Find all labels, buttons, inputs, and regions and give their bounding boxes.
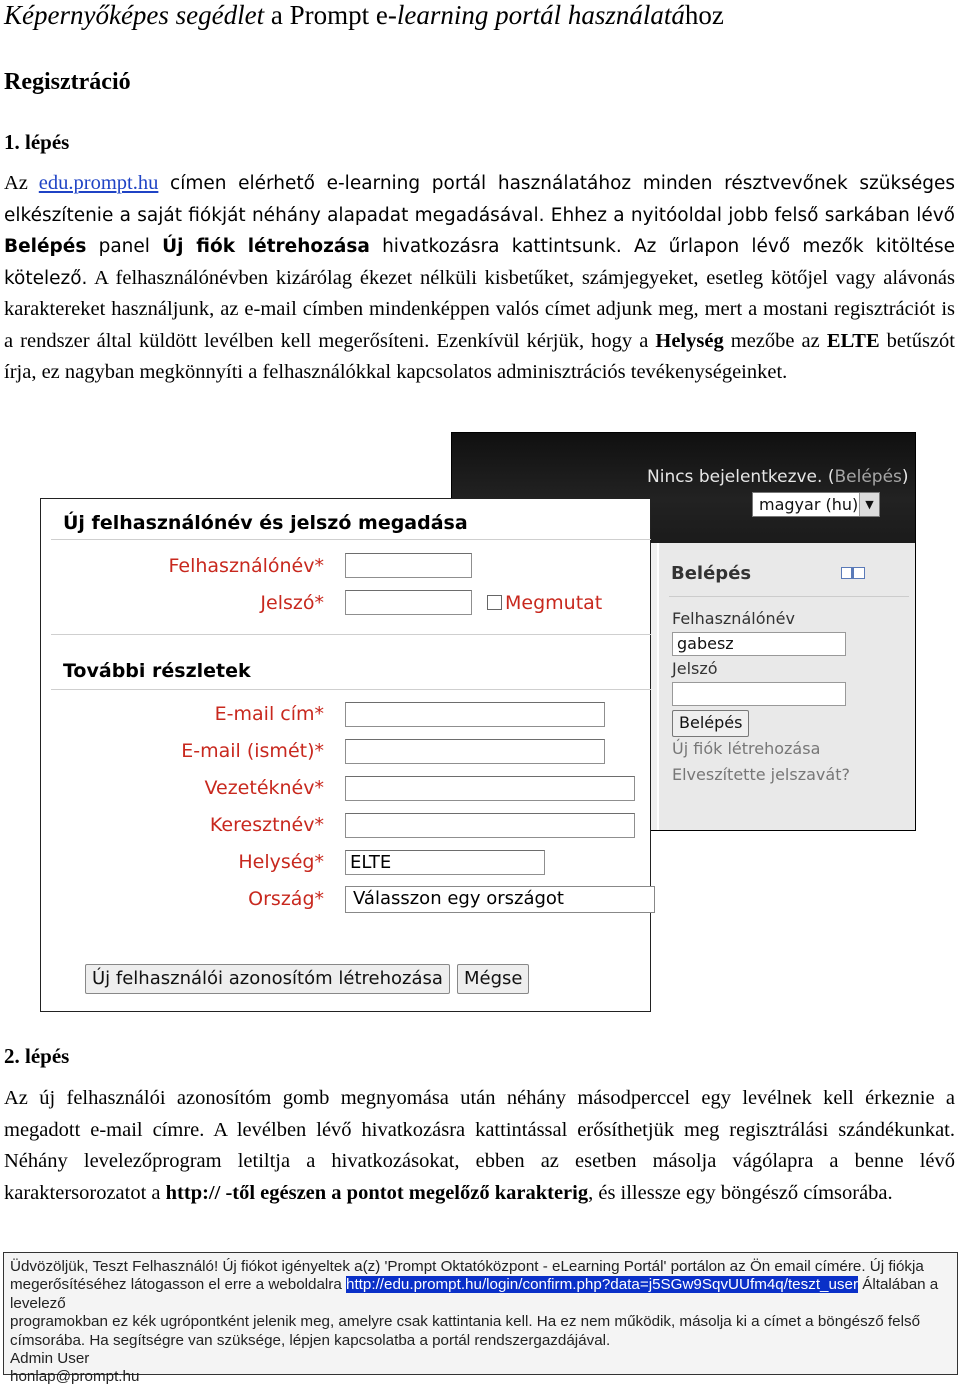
text: Az új felhasználói azonosítóm gomb megnyomása után néhány másodperccel egy levélnek kell érkeznie a megadott e-mail címre. A levélben lévő hivatkozásra kattintással erősíthetjük meg regisztrálási szándékunkat. Néhány levelezőprogram letiltja a hivatkozásokat, ebben az esetben másolja vágólapra a benne lévő karaktersorozatot a (4, 1087, 955, 1204)
credentials-heading: Új felhasználónév és jelszó megadása (63, 512, 468, 534)
details-heading: További részletek (63, 660, 251, 682)
language-value: magyar (hu) (759, 495, 859, 514)
text: A felhasználónévben kizárólag ékezet nélküli kisbetűket, számjegyeket, esetleg kötőjel vagy alávonás karaktereket használjunk, az e-mail címben mindenképpen valós címet adjunk meg, mert a mostani regisztrációt is a rendszer által küldött levélben kell megerősíteni. Ezenkívül kérjük, hogy a (4, 266, 955, 352)
bold-text: http:// -től egészen a pontot megelőző karakterig (165, 1181, 589, 1204)
firstname-label: Keresztnév* (209, 814, 324, 836)
text: mezőbe az (723, 329, 827, 352)
email-again-input[interactable] (345, 739, 605, 764)
step-1-paragraph (4, 168, 955, 389)
city-input[interactable]: ELTE (345, 850, 545, 875)
bold-text: ELTE (826, 329, 880, 352)
divider (51, 689, 651, 690)
username-input[interactable] (345, 553, 472, 578)
city-label: Helység* (238, 851, 324, 873)
confirmation-email-screenshot (3, 1252, 958, 1386)
show-password-checkbox[interactable] (487, 595, 502, 610)
forgot-password-link[interactable]: Elveszítette jelszavát? (672, 765, 850, 784)
portal-link[interactable]: edu.prompt.hu (38, 172, 159, 194)
bold-text: Új fiók létrehozása (162, 236, 370, 257)
password-input[interactable] (345, 590, 472, 615)
login-status (647, 467, 909, 487)
text: panel (86, 236, 163, 257)
confirm-link[interactable]: http://edu.prompt.hu/login/confirm.php?data=j5SGw9SqvUUfm4q/teszt_user (346, 1276, 859, 1294)
username-label: Felhasználónév (672, 609, 795, 628)
login-button[interactable]: Belépés (672, 710, 749, 737)
title-plain: a Prompt e- (264, 0, 397, 30)
signup-form-screenshot (40, 498, 651, 1012)
document-title (4, 0, 724, 32)
divider (51, 539, 651, 540)
dropdown-arrow-icon: ▼ (859, 493, 879, 516)
header-login-link[interactable]: Belépés (834, 467, 902, 487)
country-select[interactable]: Válasszon egy országot (345, 886, 655, 913)
lastname-input[interactable] (345, 776, 635, 801)
step-2-heading: 2. lépés (4, 1044, 70, 1068)
title-italic-1: Képernyőképes segédlet (4, 0, 265, 30)
divider (51, 634, 651, 635)
create-account-button[interactable]: Új felhasználói azonosítóm létrehozása (85, 964, 450, 994)
username-label: Felhasználónév* (168, 555, 324, 577)
create-account-link[interactable]: Új fiók létrehozása (672, 739, 821, 758)
password-label: Jelszó (672, 659, 718, 678)
show-password-label: Megmutat (505, 592, 603, 614)
login-password-input[interactable] (672, 682, 846, 706)
text: hivatkozásra kattintsunk. Az űrlapon lévő mezők kitöltése kötelező. (4, 236, 956, 289)
password-label: Jelszó* (260, 592, 324, 614)
title-suffix: hoz (684, 0, 724, 30)
section-heading: Regisztráció (4, 69, 131, 95)
divider (669, 596, 909, 597)
firstname-input[interactable] (345, 813, 635, 838)
lastname-label: Vezetéknév* (204, 777, 324, 799)
text: címen elérhető e-learning portál használatához minden résztvevőnek szükséges elkészítenie a saját fiókját néhány alapadat megadásával. Ehhez a nyitóoldal jobb felső sarkában lévő (4, 173, 955, 226)
email-label: E-mail cím* (214, 703, 324, 725)
text: betűszót írja, ez nagyban megkönnyíti a felhasználókkal kapcsolatos adminisztrációs tevékenységeinket. (4, 329, 955, 383)
text: Általában a levelező (10, 1276, 939, 1312)
email-line (10, 1276, 951, 1313)
text: Az (4, 172, 39, 194)
bold-text: Helység (655, 329, 724, 352)
title-italic-2: learning portál használatá (396, 0, 685, 30)
login-block-title: Belépés (671, 563, 752, 584)
step-1-heading: 1. lépés (4, 130, 70, 154)
bold-text: Belépés (4, 236, 87, 257)
cancel-button[interactable]: Mégse (457, 964, 529, 994)
status-text: Nincs bejelentkezve. ( (647, 467, 835, 487)
country-label: Ország* (248, 888, 324, 910)
email-sender-address: honlap@prompt.hu (10, 1368, 140, 1386)
language-select[interactable] (752, 492, 880, 517)
email-again-label: E-mail (ismét)* (181, 740, 324, 762)
status-text-end: ) (901, 467, 909, 487)
email-sender-name: Admin User (10, 1350, 90, 1368)
login-block (657, 543, 915, 830)
text: , és illessze egy böngésző címsorába. (588, 1181, 893, 1204)
email-line: címsorába. Ha segítségre van szüksége, lépjen kapcsolatba a portál rendszergazdájával. (10, 1331, 611, 1349)
step-2-paragraph (4, 1083, 955, 1209)
email-input[interactable] (345, 702, 605, 727)
email-line: Üdvözöljük, Teszt Felhasználó! Új fiókot igényeltek a(z) 'Prompt Oktatóközpont - eLearning Portál' portálon az Ön email címére. Új fiókja (10, 1258, 924, 1275)
email-line: programokban ez kék ugrópontként jelenik meg, amelyre csak kattintania kell. Ha ez nem működik, másolja ki a címet a böngésző felső (10, 1313, 921, 1331)
text: megerősítéséhez látogasson el erre a weboldalra (10, 1276, 347, 1294)
block-dock-icon[interactable] (841, 567, 865, 579)
login-username-input[interactable]: gabesz (672, 632, 846, 656)
